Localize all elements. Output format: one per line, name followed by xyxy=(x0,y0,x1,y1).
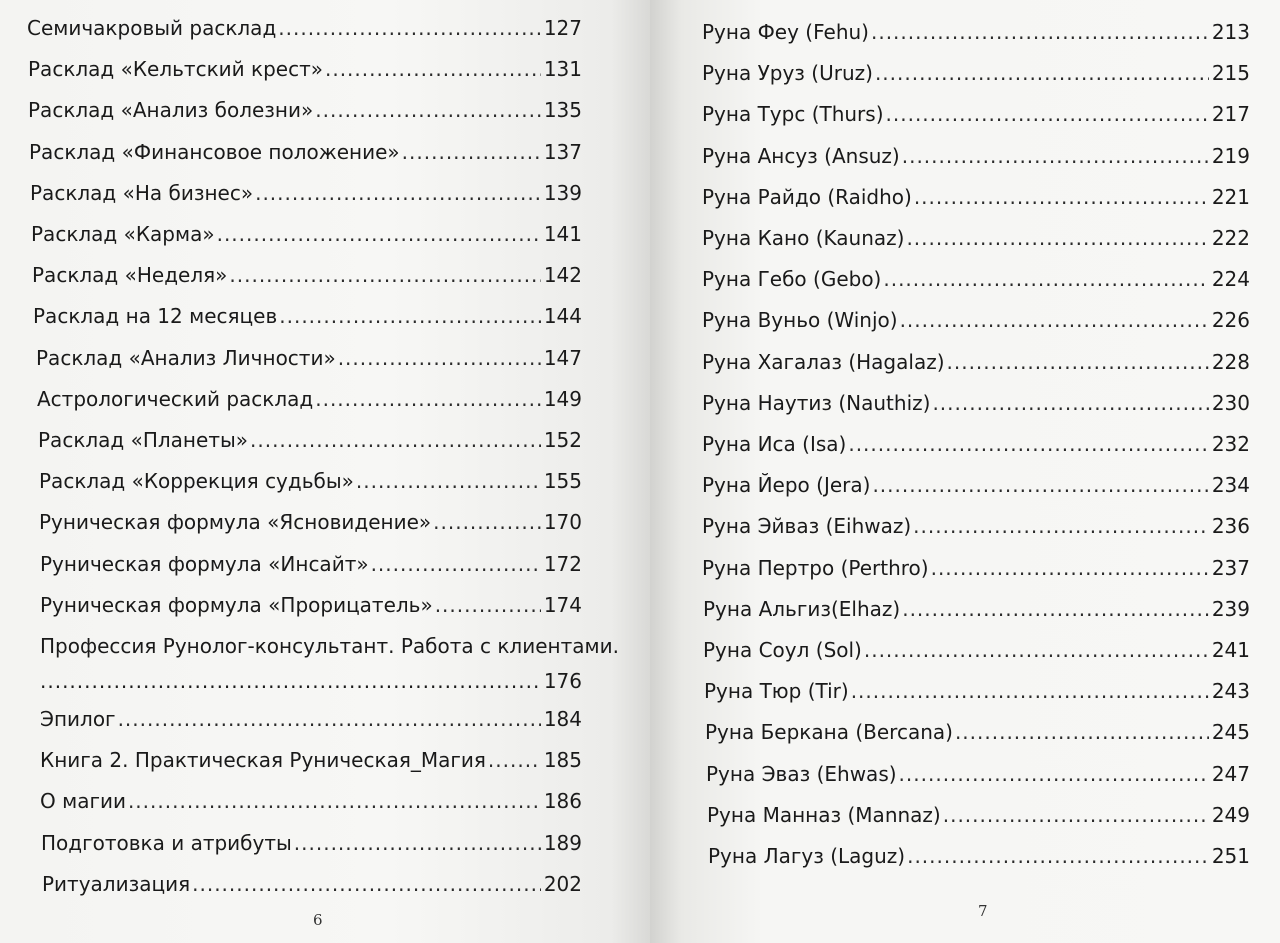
dot-leader xyxy=(955,712,1209,753)
toc-entry-title: Расклад «Анализ болезни» xyxy=(28,98,314,123)
toc-entry[interactable] xyxy=(702,12,1250,53)
toc-entry-page: 147 xyxy=(543,345,582,370)
toc-entry-page: 174 xyxy=(543,592,582,617)
toc-entry-page: 185 xyxy=(543,748,582,773)
dot-leader xyxy=(871,12,1209,53)
toc-entry[interactable] xyxy=(27,699,582,740)
toc-entry-title: Руна Тюр (Tir) xyxy=(704,679,849,704)
toc-entry[interactable] xyxy=(702,177,1250,218)
toc-entry[interactable] xyxy=(27,338,582,379)
toc-entry-page: 135 xyxy=(543,98,582,123)
toc-entry[interactable] xyxy=(702,671,1250,712)
toc-entry-title: Руна Соул (Sol) xyxy=(703,638,862,663)
toc-entry[interactable] xyxy=(702,94,1250,135)
toc-entry-page: 251 xyxy=(1211,844,1250,869)
toc-entry[interactable] xyxy=(702,836,1250,877)
toc-entry-page: 137 xyxy=(543,139,582,164)
toc-entry-page: 237 xyxy=(1211,555,1250,580)
toc-entry-title: Руна Пертро (Perthro) xyxy=(702,555,929,580)
toc-entry-title: Руна Вуньо (Winjo) xyxy=(702,308,898,333)
dot-leader xyxy=(402,132,541,173)
toc-entry-page: 219 xyxy=(1211,143,1250,168)
toc-entry-page: 224 xyxy=(1211,267,1250,292)
dot-leader xyxy=(902,589,1209,630)
dot-leader xyxy=(315,379,541,420)
dot-leader xyxy=(886,94,1209,135)
toc-entry-title: Руна Гебо (Gebo) xyxy=(702,267,882,292)
dot-leader xyxy=(279,296,541,337)
toc-entry-page: 226 xyxy=(1211,308,1250,333)
right-toc-list xyxy=(702,12,1250,877)
toc-entry[interactable] xyxy=(702,754,1250,795)
toc-entry-title: Руна Иса (Isa) xyxy=(702,432,847,457)
toc-entry[interactable] xyxy=(27,255,582,296)
dot-leader xyxy=(325,49,541,90)
toc-entry[interactable] xyxy=(27,585,582,626)
toc-entry-page: 152 xyxy=(543,428,582,453)
toc-entry[interactable] xyxy=(702,630,1250,671)
dot-leader xyxy=(315,90,541,131)
toc-entry[interactable] xyxy=(27,502,582,543)
toc-entry[interactable] xyxy=(27,626,619,699)
toc-entry-title: Руна Турс (Thurs) xyxy=(702,102,884,127)
dot-leader xyxy=(255,173,541,214)
toc-entry[interactable] xyxy=(27,864,582,905)
toc-entry-page: 189 xyxy=(543,830,582,855)
toc-entry-title: Руна Уруз (Uruz) xyxy=(702,61,873,86)
dot-leader xyxy=(931,548,1209,589)
toc-entry-page: 230 xyxy=(1211,390,1250,415)
toc-entry-title: Расклад «Неделя» xyxy=(32,263,228,288)
toc-entry-title: Эпилог xyxy=(40,707,116,732)
toc-entry-page: 222 xyxy=(1211,226,1250,251)
toc-entry[interactable] xyxy=(702,218,1250,259)
toc-entry-title: Расклад «Карма» xyxy=(31,222,215,247)
toc-entry[interactable] xyxy=(702,300,1250,341)
dot-leader xyxy=(40,664,541,699)
toc-entry[interactable] xyxy=(27,420,582,461)
toc-entry[interactable] xyxy=(702,712,1250,753)
toc-entry-title: Расклад на 12 месяцев xyxy=(33,304,278,329)
toc-entry-title: Руна Феу (Fehu) xyxy=(702,20,869,44)
toc-entry-title: Профессия Рунолог-консультант. Работа с клиентами. xyxy=(40,634,619,659)
toc-entry-title: Руна Лагуз (Laguz) xyxy=(708,844,906,869)
toc-entry[interactable] xyxy=(702,506,1250,547)
toc-entry-title: Руна Эйваз (Eihwaz) xyxy=(702,514,912,539)
dot-leader xyxy=(906,218,1208,259)
toc-entry-title: Руна Манназ (Mannaz) xyxy=(707,802,941,827)
dot-leader xyxy=(278,8,541,49)
toc-entry[interactable] xyxy=(27,781,582,822)
dot-leader xyxy=(128,781,541,822)
dot-leader xyxy=(488,740,541,781)
toc-entry-page: 241 xyxy=(1211,638,1250,663)
dot-leader xyxy=(872,465,1208,506)
toc-entry[interactable] xyxy=(27,173,582,214)
toc-entry-page: 170 xyxy=(543,510,582,535)
toc-entry-title: Подготовка и атрибуты xyxy=(41,830,292,855)
toc-entry[interactable] xyxy=(702,259,1250,300)
toc-entry[interactable] xyxy=(27,379,582,420)
toc-entry-continuation xyxy=(40,664,582,699)
dot-leader xyxy=(433,502,541,543)
toc-entry[interactable] xyxy=(702,383,1250,424)
toc-entry-title: Руна Эваз (Ehwas) xyxy=(706,761,897,786)
dot-leader xyxy=(907,836,1209,877)
toc-entry-page: 186 xyxy=(543,789,582,814)
dot-leader xyxy=(902,136,1209,177)
toc-entry-page: 184 xyxy=(543,707,582,732)
toc-entry-page: 236 xyxy=(1211,514,1250,539)
toc-entry[interactable] xyxy=(702,136,1250,177)
toc-entry[interactable] xyxy=(702,424,1250,465)
toc-entry-title: Расклад «Кельтский крест» xyxy=(28,57,323,82)
toc-entry-page: 213 xyxy=(1211,20,1250,44)
toc-entry-page: 139 xyxy=(543,180,582,205)
dot-leader xyxy=(899,754,1209,795)
toc-entry[interactable] xyxy=(27,214,582,255)
dot-leader xyxy=(294,823,541,864)
toc-entry-title: Расклад «Коррекция судьбы» xyxy=(39,469,354,494)
toc-entry-page: 215 xyxy=(1211,61,1250,86)
toc-entry-title: Руна Йеро (Jera) xyxy=(702,473,871,498)
toc-entry-page: 247 xyxy=(1211,761,1250,786)
dot-leader xyxy=(192,864,541,905)
toc-entry-title: Руна Райдо (Raidho) xyxy=(702,184,912,209)
toc-entry-page: 144 xyxy=(543,304,582,329)
toc-entry-title: Руна Беркана (Bercana) xyxy=(705,720,953,745)
toc-entry-title: Руна Наутиз (Nauthiz) xyxy=(702,390,931,415)
toc-entry-page: 221 xyxy=(1211,184,1250,209)
toc-entry[interactable] xyxy=(702,465,1250,506)
dot-leader xyxy=(883,259,1208,300)
toc-entry[interactable] xyxy=(27,823,582,864)
toc-entry-title: Астрологический расклад xyxy=(37,386,314,411)
dot-leader xyxy=(900,300,1209,341)
toc-entry-page: 245 xyxy=(1211,720,1250,745)
toc-entry-page: 149 xyxy=(543,386,582,411)
dot-leader xyxy=(217,214,541,255)
toc-entry-page: 172 xyxy=(543,551,582,576)
toc-entry-page: 239 xyxy=(1211,596,1250,621)
toc-entry[interactable] xyxy=(702,795,1250,836)
toc-entry-title: О магии xyxy=(40,789,126,814)
toc-entry-title: Руна Ансуз (Ansuz) xyxy=(702,143,900,168)
toc-entry[interactable] xyxy=(27,90,582,131)
toc-entry-page: 142 xyxy=(543,263,582,288)
dot-leader xyxy=(229,255,540,296)
toc-entry-page: 176 xyxy=(543,669,582,694)
dot-leader xyxy=(864,630,1209,671)
page-number: 7 xyxy=(978,902,988,920)
dot-leader xyxy=(913,506,1209,547)
dot-leader xyxy=(914,177,1209,218)
dot-leader xyxy=(338,338,541,379)
toc-entry[interactable] xyxy=(702,342,1250,383)
dot-leader xyxy=(118,699,541,740)
toc-entry-title: Руническая формула «Прорицатель» xyxy=(40,592,433,617)
toc-entry-title: Семичакровый расклад xyxy=(27,16,277,40)
toc-entry[interactable] xyxy=(27,740,582,781)
toc-entry[interactable] xyxy=(702,589,1250,630)
toc-entry-title: Ритуализация xyxy=(42,871,191,896)
toc-entry-title: Руна Хагалаз (Hagalaz) xyxy=(702,349,945,374)
toc-entry-title: Расклад «Анализ Личности» xyxy=(36,345,336,370)
toc-entry[interactable] xyxy=(702,548,1250,589)
dot-leader xyxy=(435,585,541,626)
toc-entry-title: Руна Альгиз(Elhaz) xyxy=(703,596,901,621)
toc-entry-page: 234 xyxy=(1211,473,1250,498)
dot-leader xyxy=(250,420,541,461)
toc-entry-title: Руническая формула «Инсайт» xyxy=(40,551,369,576)
toc-entry[interactable] xyxy=(27,296,582,337)
dot-leader xyxy=(932,383,1208,424)
toc-entry-page: 131 xyxy=(543,57,582,82)
toc-entry-page: 232 xyxy=(1211,432,1250,457)
toc-entry[interactable] xyxy=(27,49,582,90)
toc-entry-page: 202 xyxy=(543,871,582,896)
dot-leader xyxy=(848,424,1208,465)
dot-leader xyxy=(851,671,1209,712)
toc-entry-title: Расклад «Финансовое положение» xyxy=(29,139,400,164)
toc-entry[interactable] xyxy=(27,8,582,49)
dot-leader xyxy=(356,461,541,502)
toc-entry-page: 127 xyxy=(543,16,582,40)
toc-entry-page: 217 xyxy=(1211,102,1250,127)
toc-entry[interactable] xyxy=(27,132,582,173)
left-toc-list xyxy=(27,8,619,905)
toc-entry-title: Расклад «На бизнес» xyxy=(30,180,254,205)
dot-leader xyxy=(947,342,1209,383)
toc-entry[interactable] xyxy=(27,544,582,585)
toc-entry-title: Расклад «Планеты» xyxy=(38,428,248,453)
dot-leader xyxy=(943,795,1209,836)
toc-entry-page: 155 xyxy=(543,469,582,494)
dot-leader xyxy=(371,544,541,585)
toc-entry-page: 141 xyxy=(543,222,582,247)
toc-entry-page: 249 xyxy=(1211,802,1250,827)
dot-leader xyxy=(875,53,1209,94)
toc-entry[interactable] xyxy=(702,53,1250,94)
page-number: 6 xyxy=(313,911,323,929)
toc-entry-title: Руна Кано (Kaunaz) xyxy=(702,226,905,251)
toc-entry-title: Руническая формула «Ясновидение» xyxy=(39,510,432,535)
toc-entry-page: 243 xyxy=(1211,679,1250,704)
toc-entry[interactable] xyxy=(27,461,582,502)
toc-entry-title: Книга 2. Практическая Руническая_Магия xyxy=(40,748,486,773)
toc-entry-page: 228 xyxy=(1211,349,1250,374)
